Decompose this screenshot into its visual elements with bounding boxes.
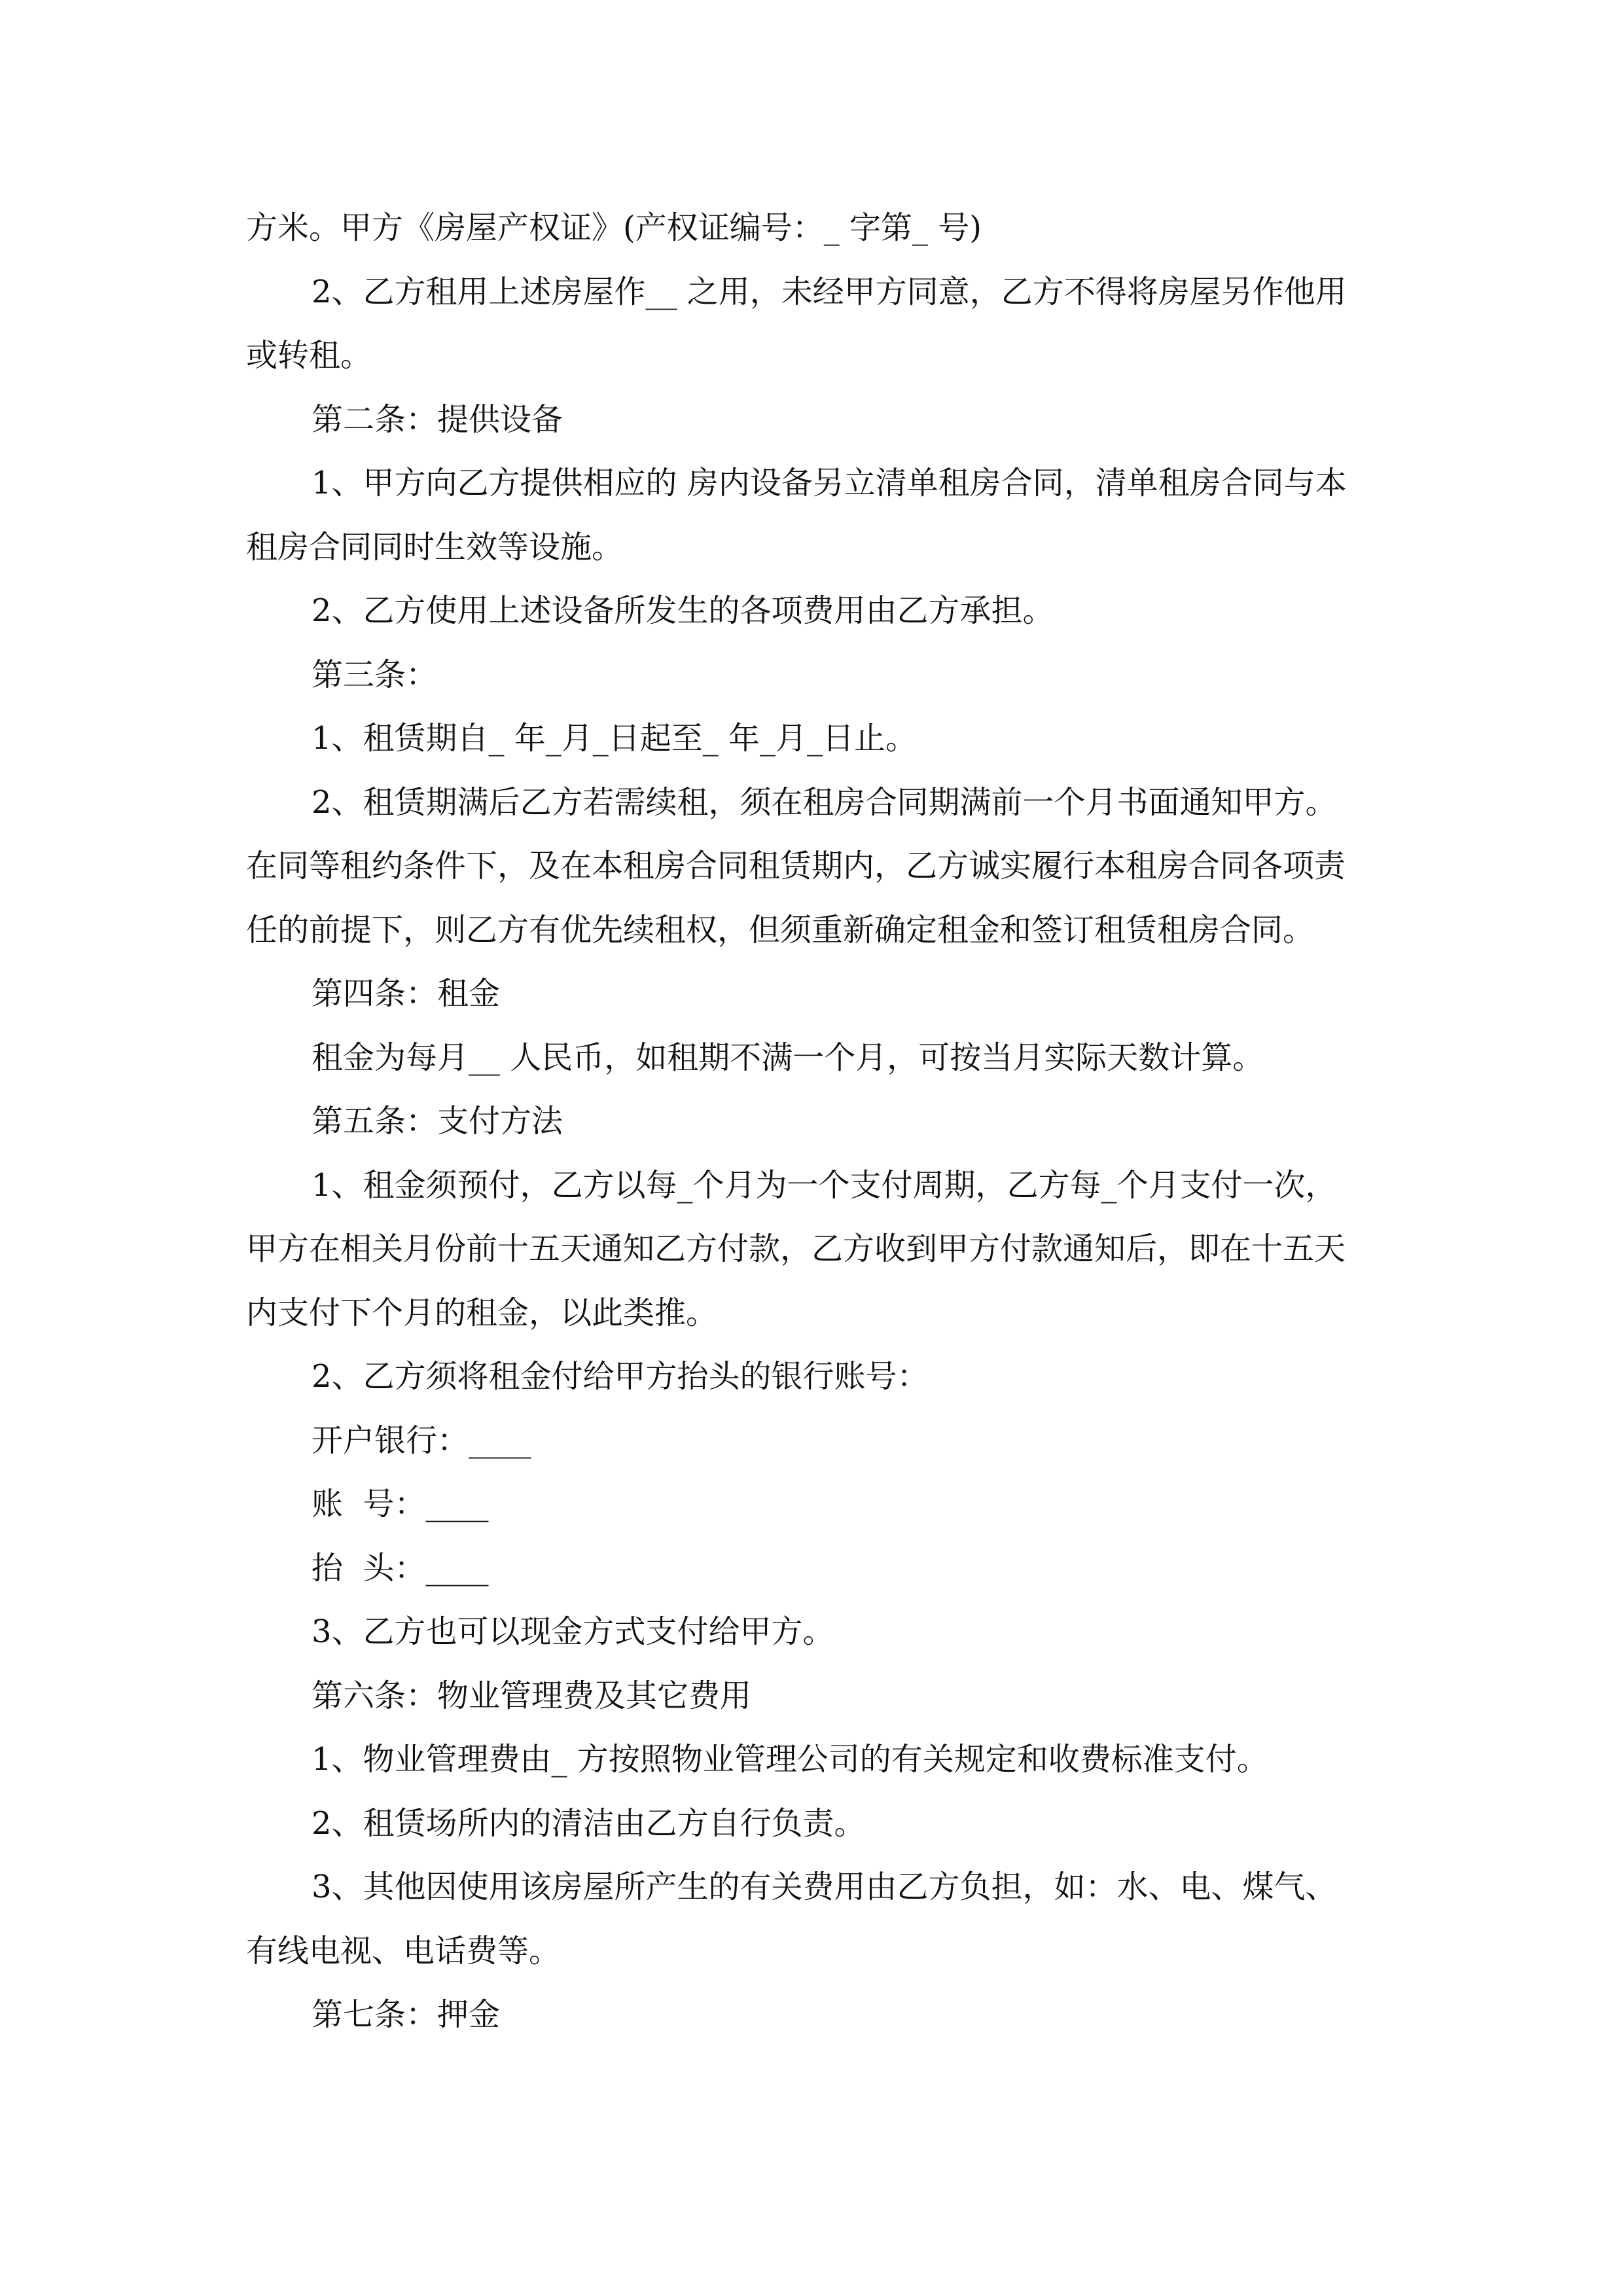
contract-text-line: 第五条：支付方法 xyxy=(312,1103,563,1139)
contract-text-line: 第四条：租金 xyxy=(312,975,501,1012)
contract-text-line: 1、租金须预付，乙方以每_个月为一个支付周期，乙方每_个月支付一次， xyxy=(312,1166,1337,1204)
contract-text-line: 账 号：____ xyxy=(312,1486,489,1522)
contract-text-line: 3、其他因使用该房屋所产生的有关费用由乙方负担，如：水、电、煤气、 xyxy=(312,1869,1337,1905)
contract-text-line: 租房合同同时生效等设施。 xyxy=(246,528,624,565)
contract-text-line: 甲方在相关月份前十五天通知乙方付款，乙方收到甲方付款通知后，即在十五天 xyxy=(246,1230,1346,1267)
contract-text-line: 方米。甲方《房屋产权证》(产权证编号：_ 字第_ 号) xyxy=(246,209,982,246)
contract-text-line: 2、租赁期满后乙方若需续租，须在租房合同期满前一个月书面通知甲方。 xyxy=(312,783,1337,821)
contract-text-line: 开户银行：____ xyxy=(312,1422,532,1459)
contract-text-line: 抬 头：____ xyxy=(312,1549,489,1587)
contract-text-line: 第七条：押金 xyxy=(312,1996,501,2033)
contract-text-line: 第三条： xyxy=(312,656,438,693)
contract-text-line: 2、乙方使用上述设备所发生的各项费用由乙方承担。 xyxy=(312,592,1054,629)
contract-text-line: 第六条：物业管理费及其它费用 xyxy=(312,1677,752,1714)
contract-text-line: 2、租赁场所内的清洁由乙方自行负责。 xyxy=(312,1804,866,1842)
contract-text-line: 1、甲方向乙方提供相应的 房内设备另立清单租房合同，清单租房合同与本 xyxy=(312,465,1347,501)
contract-text-line: 在同等租约条件下，及在本租房合同租赁期内，乙方诚实履行本租房合同各项责 xyxy=(246,848,1346,884)
contract-text-line: 3、乙方也可以现金方式支付给甲方。 xyxy=(312,1613,834,1650)
contract-text-line: 或转租。 xyxy=(246,337,372,374)
contract-text-line: 1、租赁期自_ 年_月_日起至_ 年_月_日止。 xyxy=(312,720,918,757)
contract-text-line: 租金为每月__ 人民币，如租期不满一个月，可按当月实际天数计算。 xyxy=(312,1039,1264,1076)
contract-text-line: 2、乙方租用上述房屋作__ 之用，未经甲方同意，乙方不得将房屋另作他用 xyxy=(312,273,1347,310)
contract-body xyxy=(246,196,1378,2047)
contract-text-line: 有线电视、电话费等。 xyxy=(246,1932,561,1969)
contract-text-line: 2、乙方须将租金付给甲方抬头的银行账号： xyxy=(312,1358,929,1395)
contract-text-line: 内支付下个月的租金，以此类推。 xyxy=(246,1294,718,1331)
contract-text-line: 任的前提下，则乙方有优先续租权，但须重新确定租金和签订租赁租房合同。 xyxy=(246,911,1315,948)
contract-text-line: 1、物业管理费由_ 方按照物业管理公司的有关规定和收费标准支付。 xyxy=(312,1741,1268,1778)
contract-text-line: 第二条：提供设备 xyxy=(312,401,563,438)
